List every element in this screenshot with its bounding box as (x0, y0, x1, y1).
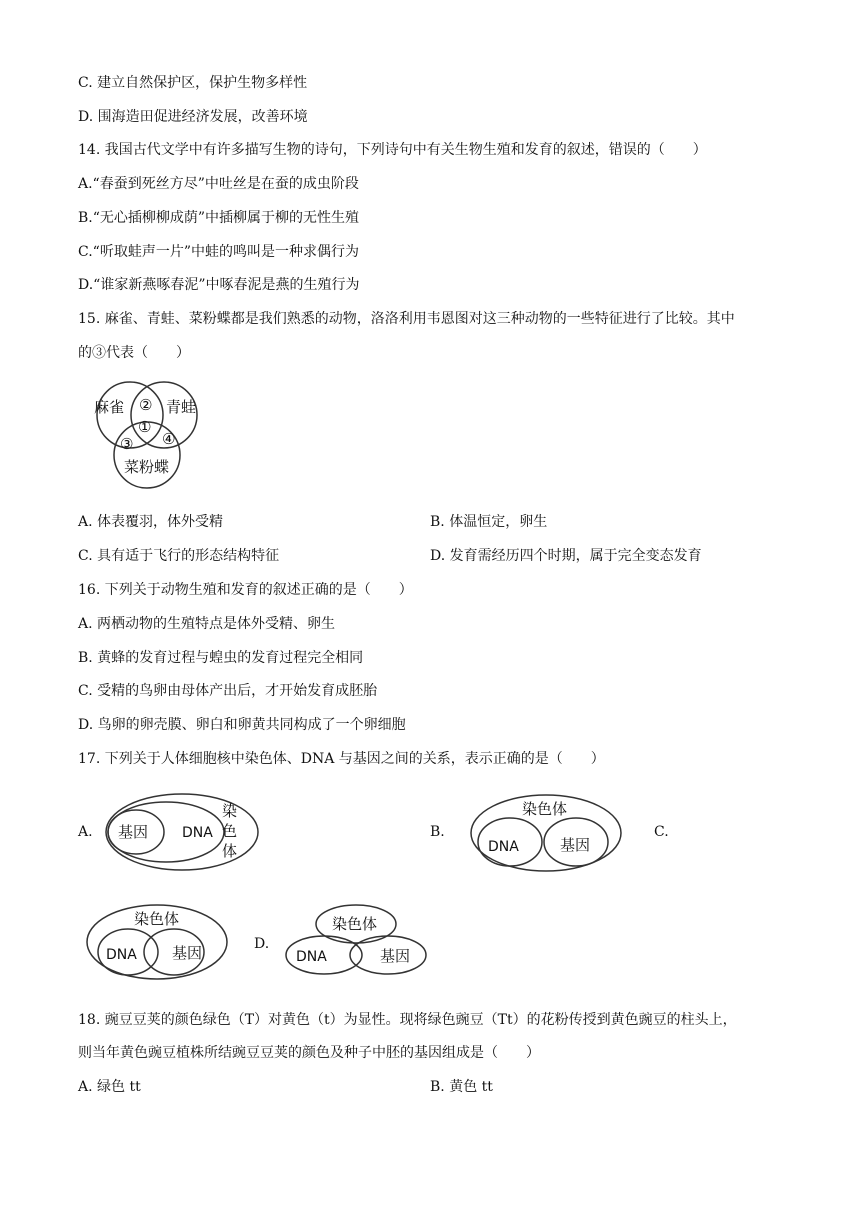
label-gene: 基因 (172, 944, 203, 962)
q16-option-d: D. 鸟卵的卵壳膜、卵白和卵黄共同构成了一个卵细胞 (78, 717, 406, 733)
label-chromosome: 染色体 (332, 915, 378, 933)
q14-option-d: D.“谁家新燕啄春泥”中啄春泥是燕的生殖行为 (78, 277, 360, 293)
q17-option-a-label: A. (78, 824, 93, 840)
q16-option-c: C. 受精的鸟卵由母体产出后，才开始发育成胚胎 (78, 683, 378, 699)
q15-option-b: B. 体温恒定，卵生 (430, 514, 548, 530)
label-gene: 基因 (380, 947, 411, 965)
label-chromosome: 染色体 (134, 910, 180, 928)
q15-option-d: D. 发育需经历四个时期，属于完全变态发育 (430, 548, 702, 564)
label-chromosome-1: 染 (222, 802, 238, 820)
label-chromosome-2: 色 (222, 822, 238, 840)
venn-label-frog: 青蛙 (166, 398, 197, 416)
q16-option-b: B. 黄蜂的发育过程与蝗虫的发育过程完全相同 (78, 650, 364, 666)
q18-stem-line1: 18. 豌豆豆荚的颜色绿色（T）对黄色（t）为显性。现将绿色豌豆（Tt）的花粉传授到黄色豌豆的柱头上， (78, 1012, 737, 1028)
q15-option-a: A. 体表覆羽，体外受精 (78, 514, 224, 530)
label-gene: 基因 (118, 823, 149, 841)
q14-option-b: B.“无心插柳柳成荫”中插柳属于柳的无性生殖 (78, 210, 360, 226)
q13-option-c: C. 建立自然保护区，保护生物多样性 (78, 75, 308, 91)
venn-label-sparrow: 麻雀 (94, 398, 125, 416)
q13-option-d: D. 围海造田促进经济发展，改善环境 (78, 109, 308, 125)
q18-stem-line2: 则当年黄色豌豆植株所结豌豆豆荚的颜色及种子中胚的基因组成是（ ） (78, 1045, 540, 1061)
q14-stem: 14. 我国古代文学中有许多描写生物的诗句，下列诗句中有关生物生殖和发育的叙述，错误的（ ） (78, 142, 707, 158)
venn-region-3: ③ (120, 435, 134, 453)
q16-option-a: A. 两栖动物的生殖特点是体外受精、卵生 (78, 616, 336, 632)
label-dna: DNA (106, 947, 137, 963)
q15-venn-diagram (82, 378, 214, 493)
venn-region-1: ① (138, 418, 152, 436)
label-chromosome: 染色体 (522, 800, 568, 818)
q18-option-b: B. 黄色 tt (430, 1079, 493, 1095)
label-chromosome-3: 体 (222, 842, 238, 860)
label-dna: DNA (182, 825, 213, 841)
q16-stem: 16. 下列关于动物生殖和发育的叙述正确的是（ ） (78, 582, 413, 598)
q17-diagram-a (104, 792, 264, 872)
q15-option-c: C. 具有适于飞行的形态结构特征 (78, 548, 280, 564)
q17-diagram-c (84, 902, 230, 982)
q17-stem: 17. 下列关于人体细胞核中染色体、DNA 与基因之间的关系，表示正确的是（ ） (78, 751, 605, 767)
q17-option-d-label: D. (254, 936, 270, 952)
q14-option-c: C.“听取蛙声一片”中蛙的鸣叫是一种求偶行为 (78, 244, 359, 260)
q18-option-a: A. 绿色 tt (78, 1079, 141, 1095)
q17-option-b-label: B. (430, 824, 445, 840)
label-dna: DNA (488, 839, 519, 855)
venn-region-2: ② (139, 396, 153, 414)
q14-option-a: A.“春蚕到死丝方尽”中吐丝是在蚕的成虫阶段 (78, 176, 359, 192)
q15-stem-line1: 15. 麻雀、青蛙、菜粉蝶都是我们熟悉的动物，洛洛利用韦恩图对这三种动物的一些特征进行了比较。其中 (78, 311, 735, 327)
q17-diagram-b (468, 792, 624, 874)
label-dna: DNA (296, 949, 327, 965)
venn-label-butterfly: 菜粉蝶 (124, 458, 170, 476)
q15-stem-line2: 的③代表（ ） (78, 345, 190, 361)
q17-option-c-label: C. (654, 824, 669, 840)
q17-diagram-d (282, 902, 432, 976)
venn-region-4: ④ (162, 430, 176, 448)
label-gene: 基因 (560, 836, 591, 854)
